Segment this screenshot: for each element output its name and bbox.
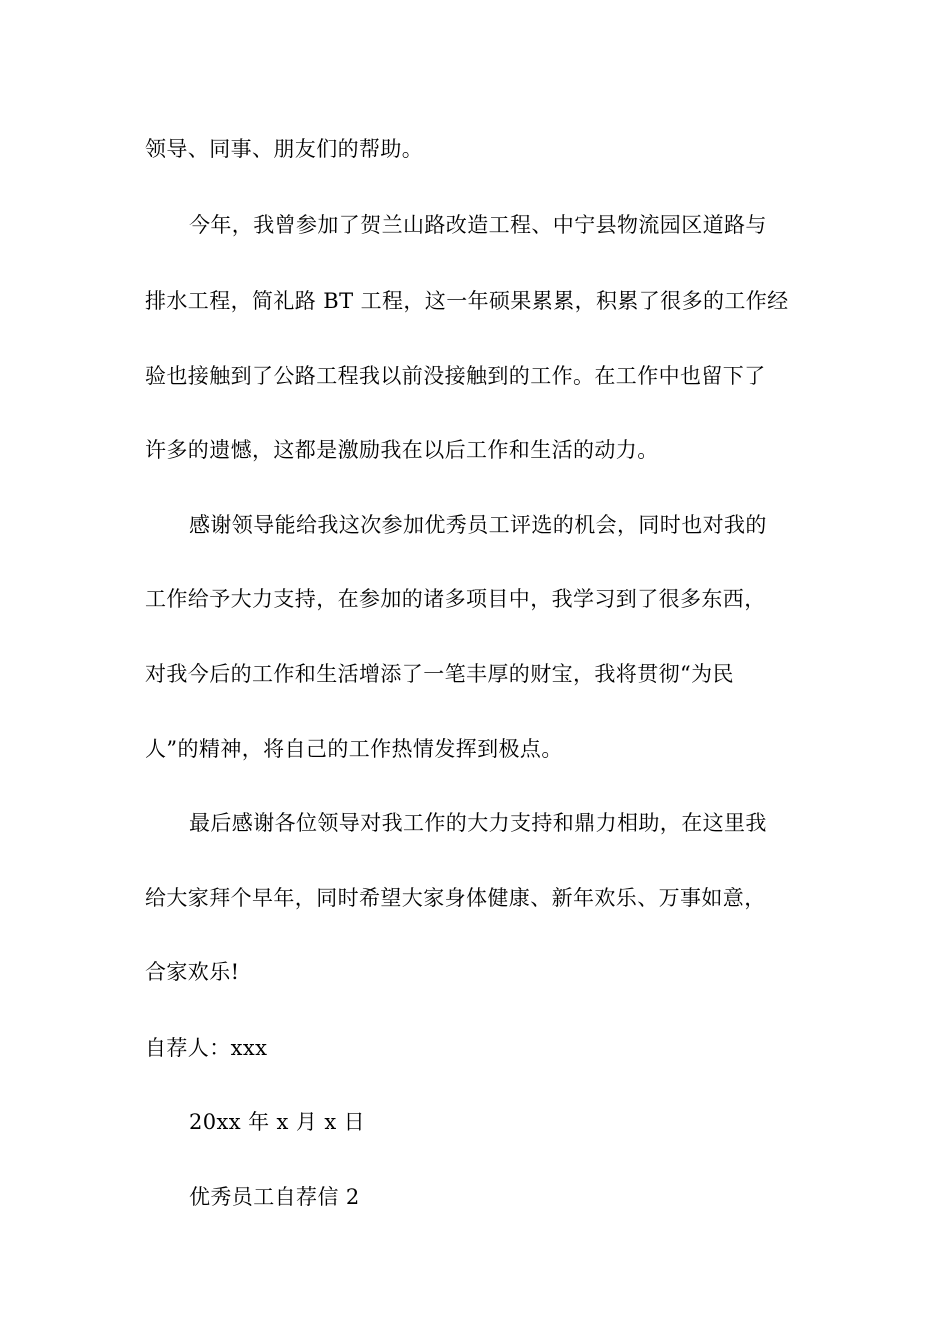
text-line: 排水工程，简礼路 BT 工程，这一年硕果累累，积累了很多的工作经: [145, 289, 789, 313]
text-line: 工作给予大力支持，在参加的诸多项目中，我学习到了很多东西，: [145, 587, 766, 611]
section-title: 优秀员工自荐信 2: [189, 1185, 360, 1209]
paragraph-start-line: 最后感谢各位领导对我工作的大力支持和鼎力相助，在这里我: [189, 811, 767, 835]
paragraph-start-line: 今年，我曾参加了贺兰山路改造工程、中宁县物流园区道路与: [189, 213, 767, 237]
paragraph-start-line: 感谢领导能给我这次参加优秀员工评选的机会，同时也对我的: [189, 513, 767, 537]
text-line: 验也接触到了公路工程我以前没接触到的工作。在工作中也留下了: [145, 364, 766, 388]
text-line: 对我今后的工作和生活增添了一笔丰厚的财宝，我将贯彻“为民: [145, 662, 734, 686]
signature-line: 自荐人：xxx: [145, 1036, 268, 1060]
text-line: 领导、同事、朋友们的帮助。: [145, 137, 424, 161]
text-line: 给大家拜个早年，同时希望大家身体健康、新年欢乐、万事如意，: [145, 886, 766, 910]
date-line: 20xx 年 x 月 x 日: [189, 1110, 366, 1134]
text-line: 合家欢乐!: [145, 960, 240, 984]
text-line: 许多的遗憾，这都是激励我在以后工作和生活的动力。: [145, 438, 659, 462]
text-line: 人”的精神，将自己的工作热情发挥到极点。: [145, 737, 563, 761]
